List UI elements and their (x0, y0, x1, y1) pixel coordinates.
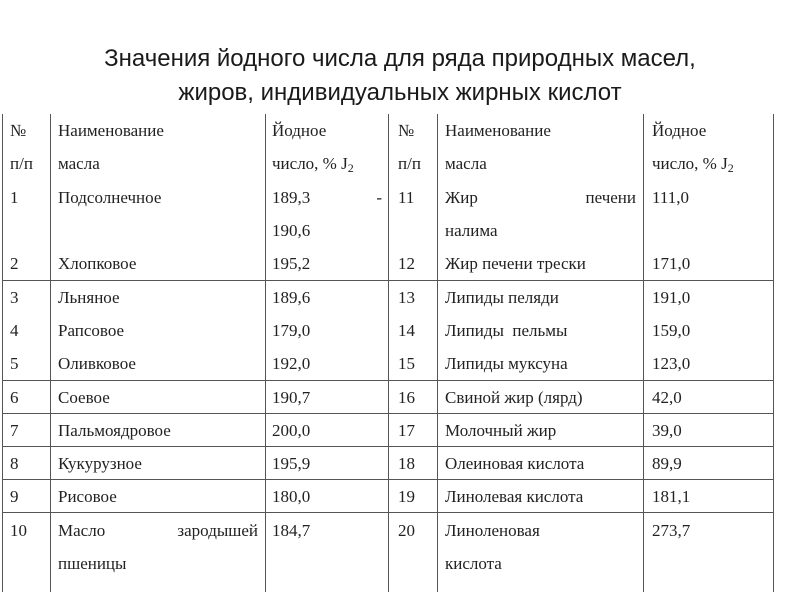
row-num: 3 (10, 288, 19, 307)
row-value: 159,0 (652, 321, 691, 340)
row-num: 15 (398, 354, 415, 373)
column-divider (437, 114, 438, 592)
row-value: 123,0 (652, 354, 691, 373)
row-name: Молочный жир (445, 421, 557, 440)
title-line-1: Значения йодного числа для ряда природных масел, (104, 45, 696, 72)
page-title (0, 42, 800, 110)
row-name: Хлопковое (58, 254, 137, 273)
header-num: № (398, 121, 415, 140)
column-divider (50, 114, 51, 592)
header-name-sub: масла (58, 154, 100, 173)
row-num: 2 (10, 254, 19, 273)
row-name: Линоленовая (445, 521, 540, 540)
row-num: 11 (398, 188, 415, 207)
row-name-cont: пшеницы (58, 554, 127, 573)
row-value: 190,7 (272, 388, 311, 407)
row-name: Липиды пеляди (445, 288, 559, 307)
header-iodine-unit: число, % $J_2$ (652, 154, 734, 175)
table-border-left (2, 114, 3, 592)
row-name: Свиной жир (лярд) (445, 388, 583, 407)
row-num: 6 (10, 388, 19, 407)
row-value: 180,0 (272, 487, 311, 506)
header-iodine-unit: число, % $J_2$ (272, 154, 354, 175)
row-num: 7 (10, 421, 19, 440)
row-value: 191,0 (652, 288, 691, 307)
column-divider (388, 114, 389, 592)
title-line-2: жиров, индивидуальных жирных кислот (178, 79, 622, 106)
row-num: 17 (398, 421, 415, 440)
row-name: Подсолнечное (58, 188, 162, 207)
header-iodine: Йодное (272, 121, 327, 140)
row-value-cont: 190,6 (272, 221, 311, 240)
header-num-sub: п/п (10, 154, 33, 173)
row-name: Соевое (58, 388, 110, 407)
row-name: Льняное (58, 288, 120, 307)
row-name-cont: налима (445, 221, 498, 240)
row-num: 5 (10, 354, 19, 373)
row-name: Липиды муксуна (445, 354, 568, 373)
table-border-right (773, 114, 774, 592)
header-num: № (10, 121, 27, 140)
row-name: Олеиновая кислота (445, 454, 585, 473)
row-value: 39,0 (652, 421, 682, 440)
row-name: Оливковое (58, 354, 136, 373)
row-value: 171,0 (652, 254, 691, 273)
row-value: 200,0 (272, 421, 311, 440)
row-value: 195,2 (272, 254, 311, 273)
column-divider (265, 114, 266, 592)
header-name: Наименование (58, 121, 164, 140)
row-num: 13 (398, 288, 415, 307)
row-value: 184,7 (272, 521, 311, 540)
row-num: 9 (10, 487, 19, 506)
column-divider (643, 114, 644, 592)
row-num: 4 (10, 321, 19, 340)
header-num-sub: п/п (398, 154, 421, 173)
header-name: Наименование (445, 121, 551, 140)
row-num: 20 (398, 521, 415, 540)
row-value: 189,6 (272, 288, 311, 307)
row-value: 273,7 (652, 521, 691, 540)
iodine-number-table (2, 114, 774, 592)
row-num: 8 (10, 454, 19, 473)
row-num: 16 (398, 388, 415, 407)
row-value: 192,0 (272, 354, 311, 373)
row-name-cont: кислота (445, 554, 502, 573)
row-name: Жир печени (445, 188, 636, 207)
row-name: Липиды пельмы (445, 321, 568, 340)
row-name: Рапсовое (58, 321, 125, 340)
row-value: 195,9 (272, 454, 311, 473)
row-num: 18 (398, 454, 415, 473)
row-num: 14 (398, 321, 415, 340)
row-value: 179,0 (272, 321, 311, 340)
row-value: 111,0 (652, 188, 689, 207)
row-num: 10 (10, 521, 27, 540)
header-name-sub: масла (445, 154, 487, 173)
row-value: 42,0 (652, 388, 682, 407)
row-name: Пальмоядровое (58, 421, 171, 440)
row-num: 19 (398, 487, 415, 506)
row-num: 12 (398, 254, 415, 273)
row-name: Масло зародышей (58, 521, 258, 540)
row-value: 181,1 (652, 487, 691, 506)
row-name: Кукурузное (58, 454, 142, 473)
row-num: 1 (10, 188, 19, 207)
header-iodine: Йодное (652, 121, 707, 140)
row-name: Жир печени трески (445, 254, 586, 273)
row-name: Рисовое (58, 487, 117, 506)
row-name: Линолевая кислота (445, 487, 584, 506)
row-value: 89,9 (652, 454, 682, 473)
row-value: 189,3 - (272, 188, 382, 207)
